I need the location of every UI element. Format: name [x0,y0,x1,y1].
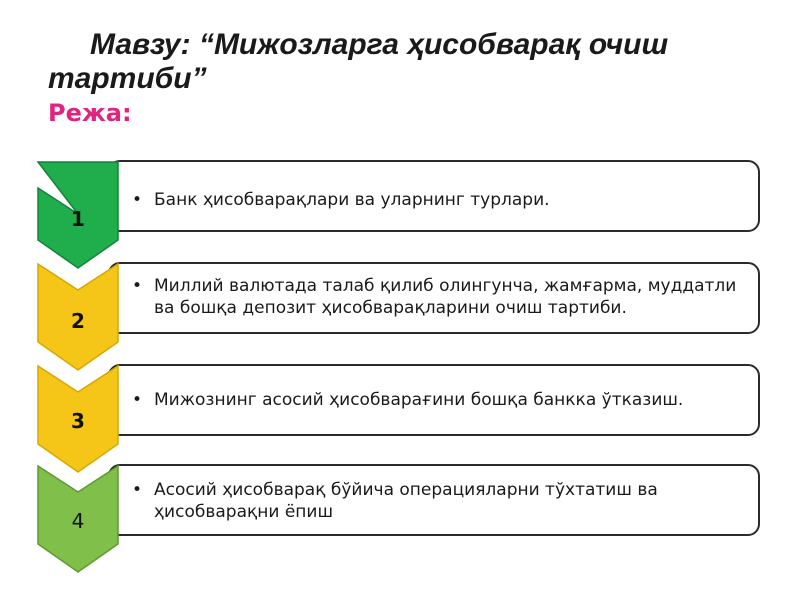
step-text-1 [110,189,758,211]
step-number-3: 3 [71,409,85,433]
step-label-4: Асосий ҳисобварақ бўйича операцияларни тўхтатиш ва ҳисобварақни ёпиш [154,480,658,522]
step-text-3 [110,389,758,411]
step-number-1: 1 [71,207,85,231]
step-label-3: Мижознинг асосий ҳисобварағини бошқа банкка ўтказиш. [154,390,684,410]
step-box-1 [108,160,760,232]
step-number-4: 4 [71,509,85,533]
bullet-icon: • [132,276,143,296]
step-text-2 [110,275,758,319]
bullet-icon: • [132,390,143,410]
step-box-4 [108,464,760,536]
step-label-1: Банк ҳисобварақлари ва уларнинг турлари. [154,190,550,210]
step-text-4 [110,479,758,523]
step-number-2: 2 [71,309,85,333]
step-label-2: Миллий валютада талаб қилиб олингунча, жамғарма, муддатли ва бошқа депозит ҳисобварақларини очиш тартиби. [154,276,737,318]
step-box-3 [108,364,760,436]
bullet-icon: • [132,190,143,210]
plan-heading: Режа: [48,99,132,127]
step-box-2 [108,262,760,334]
page-title: Мавзу: “Мижозларга ҳисобварақ очиш тартиби” [48,28,669,95]
bullet-icon: • [132,480,143,500]
